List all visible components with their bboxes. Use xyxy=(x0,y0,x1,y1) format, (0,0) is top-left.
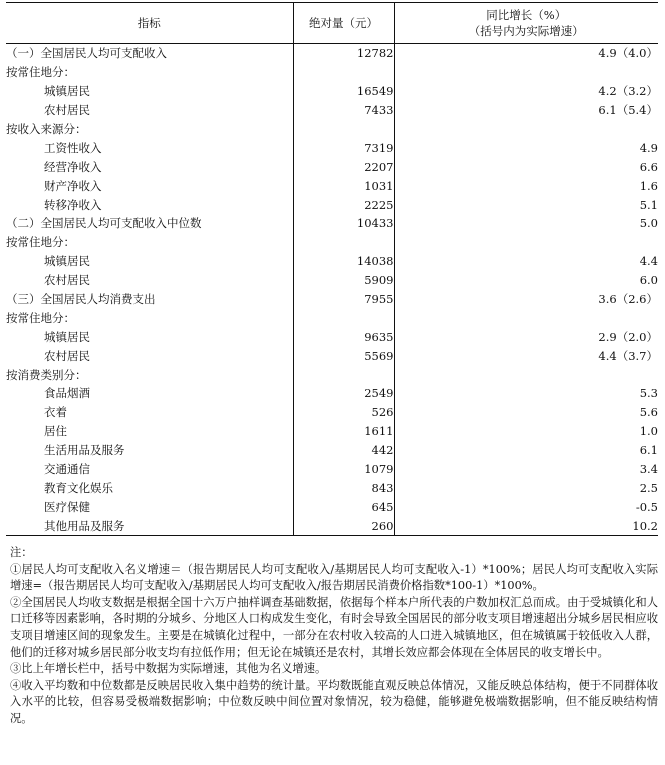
table-row xyxy=(6,157,658,176)
table-row xyxy=(6,271,658,290)
absolute-value-cell: 7433 xyxy=(293,101,394,120)
growth-rate-cell: 4.4 xyxy=(394,252,658,271)
absolute-value-cell: 1079 xyxy=(293,460,394,479)
growth-rate-cell: 6.6 xyxy=(394,157,658,176)
growth-rate-cell: 10.2 xyxy=(394,516,658,535)
table-row xyxy=(6,441,658,460)
absolute-value-cell: 1031 xyxy=(293,176,394,195)
growth-rate-cell: 5.3 xyxy=(394,384,658,403)
table-row xyxy=(6,233,658,252)
growth-rate-cell xyxy=(394,365,658,384)
table-row xyxy=(6,120,658,139)
table-row xyxy=(6,497,658,516)
indicator-cell: 农村居民 xyxy=(44,348,90,363)
table-row xyxy=(6,195,658,214)
table-row xyxy=(6,82,658,101)
growth-rate-cell: 5.6 xyxy=(394,403,658,422)
header-growth-line2: （括号内为实际增速） xyxy=(468,24,584,38)
table-row xyxy=(6,422,658,441)
absolute-value-cell: 14038 xyxy=(293,252,394,271)
absolute-value-cell: 442 xyxy=(293,441,394,460)
header-absolute: 绝对量（元） xyxy=(293,3,394,44)
growth-rate-cell: 4.9 xyxy=(394,138,658,157)
table-header-row xyxy=(6,3,658,44)
absolute-value-cell: 2549 xyxy=(293,384,394,403)
table-row xyxy=(6,478,658,497)
growth-rate-cell: 4.9（4.0） xyxy=(394,44,658,63)
indicator-cell: 城镇居民 xyxy=(44,84,90,99)
growth-rate-cell: 3.4 xyxy=(394,460,658,479)
indicator-cell: 按收入来源分： xyxy=(6,122,87,136)
absolute-value-cell: 5569 xyxy=(293,346,394,365)
growth-rate-cell: 1.6 xyxy=(394,176,658,195)
indicator-cell: 生活用品及服务 xyxy=(44,443,125,458)
indicator-cell: 财产净收入 xyxy=(44,178,102,193)
indicator-cell: 城镇居民 xyxy=(44,254,90,269)
statistics-table xyxy=(6,2,658,536)
table-row xyxy=(6,44,658,63)
absolute-value-cell: 2207 xyxy=(293,157,394,176)
growth-rate-cell: 6.1 xyxy=(394,441,658,460)
absolute-value-cell: 260 xyxy=(293,516,394,535)
table-row xyxy=(6,63,658,82)
absolute-value-cell xyxy=(293,233,394,252)
indicator-cell: 工资性收入 xyxy=(44,140,102,155)
header-indicator: 指标 xyxy=(6,3,293,44)
absolute-value-cell: 7319 xyxy=(293,138,394,157)
header-growth xyxy=(394,3,658,44)
note-paragraph: ①居民人均可支配收入名义增速＝（报告期居民人均可支配收入/基期居民人均可支配收入-1）*100%；居民人均可支配收入实际增速=（报告期居民人均可支配收入/基期居民人均可支配收入/报告期居民消费价格指数*100-1）*100%。 xyxy=(10,562,658,593)
table-row xyxy=(6,252,658,271)
table-row xyxy=(6,460,658,479)
growth-rate-cell: 1.0 xyxy=(394,422,658,441)
growth-rate-cell xyxy=(394,120,658,139)
table-row xyxy=(6,290,658,309)
absolute-value-cell xyxy=(293,365,394,384)
table-row xyxy=(6,384,658,403)
growth-rate-cell: 2.9（2.0） xyxy=(394,327,658,346)
absolute-value-cell: 645 xyxy=(293,497,394,516)
notes-section xyxy=(10,545,658,728)
indicator-cell: 按消费类别分： xyxy=(6,367,87,382)
absolute-value-cell xyxy=(293,308,394,327)
absolute-value-cell xyxy=(293,63,394,82)
absolute-value-cell: 843 xyxy=(293,478,394,497)
header-growth-line1: 同比增长（%） xyxy=(486,8,567,22)
absolute-value-cell: 10433 xyxy=(293,214,394,233)
absolute-value-cell: 526 xyxy=(293,403,394,422)
indicator-cell: 按常住地分： xyxy=(6,65,75,80)
absolute-value-cell xyxy=(293,120,394,139)
growth-rate-cell: 3.6（2.6） xyxy=(394,290,658,309)
indicator-cell: 居住 xyxy=(44,424,67,439)
indicator-cell: （三）全国居民人均消费支出 xyxy=(6,292,156,307)
growth-rate-cell: 6.1（5.4） xyxy=(394,101,658,120)
indicator-cell: 城镇居民 xyxy=(44,329,90,344)
table-body xyxy=(6,44,658,536)
indicator-cell: 医疗保健 xyxy=(44,499,90,514)
note-paragraph: ②全国居民人均收支数据是根据全国十六万户抽样调查基础数据，依据每个样本户所代表的户数加权汇总而成。由于受城镇化和人口迁移等因素影响，各时期的分城乡、分地区人口构成发生变化，有时会导致全国居民的部分收支项目增速超出分城乡居民相应收支项目增速区间的现象发生。主要是在城镇化过程中，一部分在农村收入较高的人口进入城镇地区，但在城镇属于较低收入人群，他们的迁移对城乡居民部分收支均有拉低作用；但无论在城镇还是农村，其增长效应都会体现在全体居民的收支增长中。 xyxy=(10,595,658,659)
indicator-cell: 转移净收入 xyxy=(44,197,102,212)
growth-rate-cell: 5.0 xyxy=(394,214,658,233)
indicator-cell: 按常住地分： xyxy=(6,310,75,325)
indicator-cell: （二）全国居民人均可支配收入中位数 xyxy=(6,216,202,231)
growth-rate-cell xyxy=(394,63,658,82)
indicator-cell: 其他用品及服务 xyxy=(6,516,293,535)
indicator-cell: 农村居民 xyxy=(44,103,90,118)
growth-rate-cell: 5.1 xyxy=(394,195,658,214)
growth-rate-cell: -0.5 xyxy=(394,497,658,516)
absolute-value-cell: 2225 xyxy=(293,195,394,214)
indicator-cell: 交通通信 xyxy=(44,462,90,477)
table-row xyxy=(6,101,658,120)
table-row xyxy=(6,138,658,157)
indicator-cell: 经营净收入 xyxy=(44,159,102,174)
growth-rate-cell: 2.5 xyxy=(394,478,658,497)
table-row xyxy=(6,346,658,365)
growth-rate-cell: 4.4（3.7） xyxy=(394,346,658,365)
table-row xyxy=(6,516,658,535)
indicator-cell: 衣着 xyxy=(44,405,67,420)
growth-rate-cell: 4.2（3.2） xyxy=(394,82,658,101)
table-row xyxy=(6,327,658,346)
indicator-cell: （一）全国居民人均可支配收入 xyxy=(6,46,167,61)
note-paragraph: ④收入平均数和中位数都是反映居民收入集中趋势的统计量。平均数既能直观反映总体情况，又能反映总体结构，便于不同群体收入水平的比较，但容易受极端数据影响；中位数反映中间位置对象情况，较为稳健，能够避免极端数据影响，但不能反映结构情况。 xyxy=(10,678,658,725)
indicator-cell: 按常住地分： xyxy=(6,235,75,250)
indicator-cell: 农村居民 xyxy=(44,273,90,288)
table-row xyxy=(6,308,658,327)
indicator-cell: 食品烟酒 xyxy=(44,386,90,401)
table-row xyxy=(6,403,658,422)
growth-rate-cell xyxy=(394,308,658,327)
table-row xyxy=(6,176,658,195)
absolute-value-cell: 16549 xyxy=(293,82,394,101)
growth-rate-cell: 6.0 xyxy=(394,271,658,290)
note-paragraph: ③比上年增长栏中，括号中数据为实际增速，其他为名义增速。 xyxy=(10,662,327,676)
absolute-value-cell: 9635 xyxy=(293,327,394,346)
absolute-value-cell: 5909 xyxy=(293,271,394,290)
absolute-value-cell: 12782 xyxy=(293,44,394,63)
indicator-cell: 教育文化娱乐 xyxy=(44,480,113,495)
absolute-value-cell: 7955 xyxy=(293,290,394,309)
growth-rate-cell xyxy=(394,233,658,252)
notes-heading: 注： xyxy=(10,546,33,559)
table-row xyxy=(6,214,658,233)
absolute-value-cell: 1611 xyxy=(293,422,394,441)
table-row xyxy=(6,365,658,384)
